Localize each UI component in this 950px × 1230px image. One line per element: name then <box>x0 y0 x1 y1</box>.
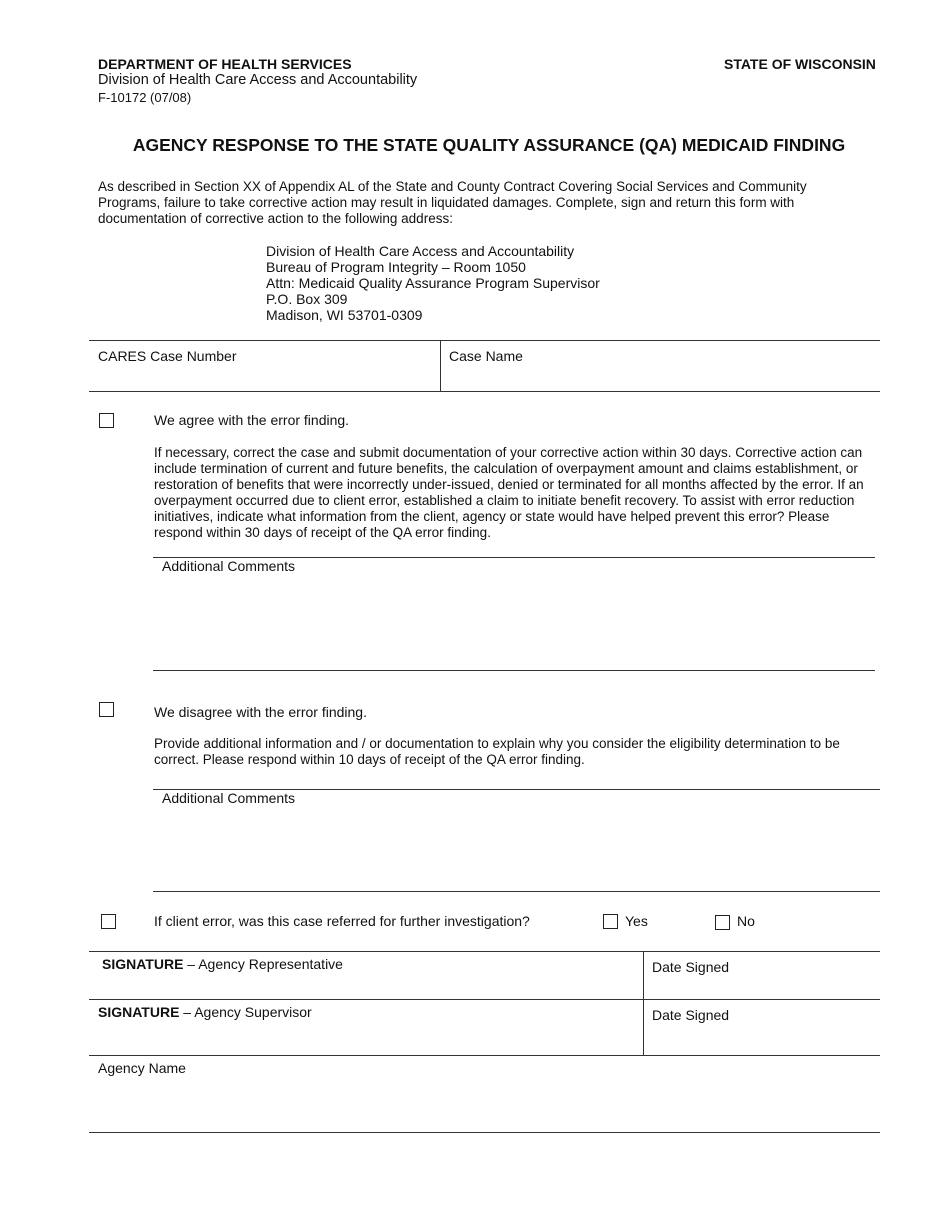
division-name: Division of Health Care Access and Accountability <box>98 72 418 88</box>
case-name-field[interactable] <box>442 366 878 390</box>
department-name: DEPARTMENT OF HEALTH SERVICES <box>98 56 352 72</box>
form-number: F-10172 (07/08) <box>98 90 192 105</box>
rep-signature-field[interactable] <box>90 974 641 998</box>
address-line: Attn: Medicaid Quality Assurance Program Supervisor <box>266 275 600 291</box>
referral-question: If client error, was this case referred for further investigation? <box>154 913 530 929</box>
disagree-comments-field[interactable] <box>154 808 878 888</box>
referral-no-checkbox[interactable] <box>715 915 730 930</box>
case-name-label: Case Name <box>449 348 523 364</box>
divider <box>89 1055 880 1056</box>
sup-date-field[interactable] <box>645 1025 878 1053</box>
cares-case-number-field[interactable] <box>90 366 438 390</box>
signature-keyword: SIGNATURE <box>102 956 184 972</box>
disagree-instructions: Provide additional information and / or documentation to explain why you consider the eligibility determination to be correct. Please respond within 10 days of receipt of the QA error finding. <box>154 736 840 767</box>
sup-date-label: Date Signed <box>652 1007 730 1023</box>
disagree-checkbox[interactable] <box>99 702 114 717</box>
agree-comments-field[interactable] <box>154 576 874 668</box>
agree-instructions: If necessary, correct the case and submit documentation of your corrective action within 30 days. Corrective action can include termination of current and future benefits, the calculation of overpayment amount and claims establishment, or restoration of benefits that were incorrectly under-issued, denied or terminated for all months affected by the error. If an overpayment occurred due to client error, established a claim to initiate benefit recovery. To assist with error reduction initiatives, indicate what information from the client, agency or state would have helped prevent this error? Please respond within 30 days of receipt of the QA error finding. <box>154 445 864 540</box>
address-line: Bureau of Program Integrity – Room 1050 <box>266 259 526 275</box>
address-line: P.O. Box 309 <box>266 291 348 307</box>
rep-date-field[interactable] <box>645 977 878 998</box>
divider <box>89 999 880 1000</box>
agency-name-label: Agency Name <box>98 1060 186 1076</box>
rep-signature-label <box>102 956 343 972</box>
divider <box>89 391 880 392</box>
referral-yes-label: Yes <box>625 913 648 929</box>
divider <box>153 891 880 892</box>
agency-name-field[interactable] <box>90 1078 878 1130</box>
divider <box>643 951 644 1055</box>
rep-date-label: Date Signed <box>652 959 730 975</box>
rep-role: – Agency Representative <box>183 956 343 972</box>
signature-keyword: SIGNATURE <box>98 1004 180 1020</box>
mailing-address <box>266 243 600 323</box>
referral-yes-checkbox[interactable] <box>603 914 618 929</box>
divider <box>153 670 875 671</box>
agree-comments-label: Additional Comments <box>162 558 296 574</box>
divider <box>440 340 441 391</box>
divider <box>89 951 880 952</box>
cares-case-number-label: CARES Case Number <box>98 348 237 364</box>
disagree-label: We disagree with the error finding. <box>154 704 367 720</box>
address-line: Madison, WI 53701-0309 <box>266 307 423 323</box>
sup-role: – Agency Supervisor <box>179 1004 312 1020</box>
referral-checkbox[interactable] <box>101 914 116 929</box>
divider <box>89 340 880 341</box>
state-name: STATE OF WISCONSIN <box>724 56 876 72</box>
form-title: AGENCY RESPONSE TO THE STATE QUALITY ASSURANCE (QA) MEDICAID FINDING <box>132 135 846 155</box>
divider <box>89 1132 880 1133</box>
agree-label: We agree with the error finding. <box>154 412 350 428</box>
intro-paragraph: As described in Section XX of Appendix AL of the State and County Contract Covering Social Services and Community Programs, failure to take corrective action may result in liquidated damages. Complete, sign and return this form with documentation of corrective action to the following address: <box>98 179 807 226</box>
address-line: Division of Health Care Access and Accountability <box>266 243 575 259</box>
disagree-comments-label: Additional Comments <box>162 790 296 806</box>
referral-no-label: No <box>737 913 755 929</box>
agree-checkbox[interactable] <box>99 413 114 428</box>
sup-signature-label <box>98 1004 312 1020</box>
sup-signature-field[interactable] <box>90 1022 641 1053</box>
